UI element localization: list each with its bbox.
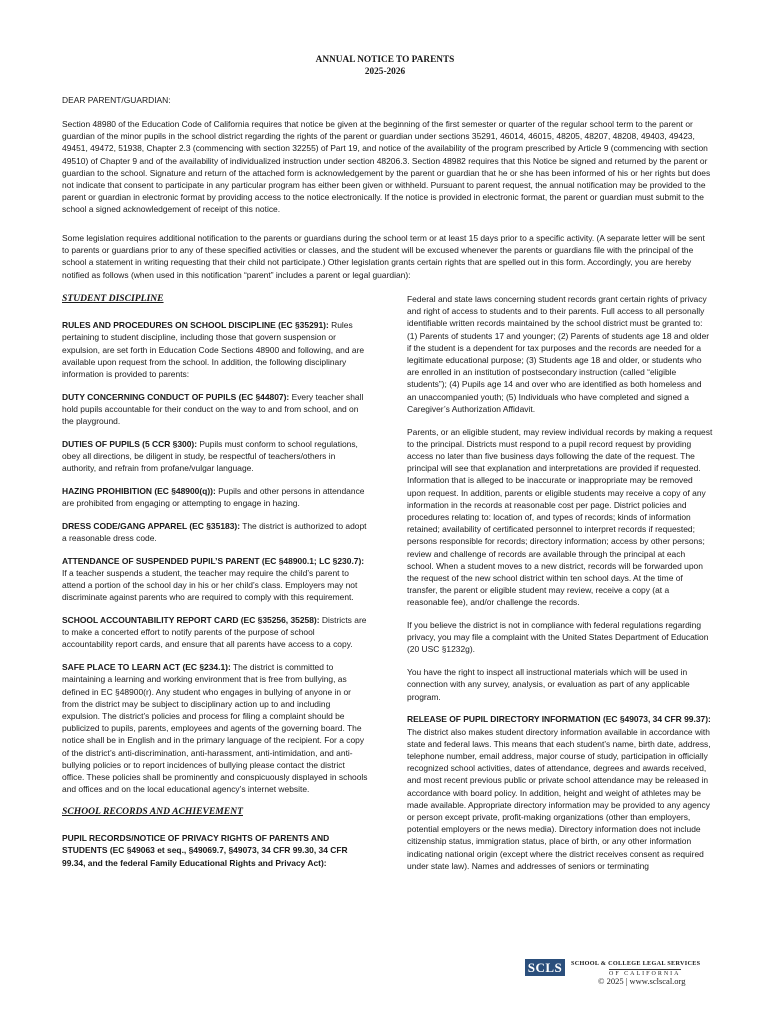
sarc-body: Districts are to make a concerted effort to notify parents of the purpose of school accountability report cards, and ensure that all parents have access to a copy. [62, 615, 367, 650]
duties-body: Pupils must conform to school regulations, obey all directions, be diligent in study, be respectful of teachers/others in authority, and refrain from profane/vulgar language. [62, 438, 358, 474]
intro-paragraph-1: Section 48980 of the Education Code of California requires that notice be given at the beginning of the first semester or quarter of the regular school term to the parent or guardian of the minor pupils in the school district regarding the rights of the parent or guardian under sections 35291, 46014, 46015, 48205, 48207, 48208, 49403, 49423, 49451, 49472, 51938, Chapter 2.3 (commencing with section 32255) of Part 19, and notice of the availability of the program prescribed by Article 9 (commencing with section 49510) of Chapter 9 and of the availability of individualized instruction under section 48206.3. Section 48982 requires that this Notice be signed and returned by the parent or guardian to the school. Signature and return of the attached form is acknowledgement by the parent or guardian that he or she has been informed of his or her rights but does not indicate that consent to participate in any particular program has either been given or withheld. Pursuant to parent request, the annual notification may be provided to the parent or guardian in electronic format by providing access to the notice electronically. If the notice is provided in electronic format, the parent or guardian must submit to the school a signed acknowledgement of receipt of this notice. [62, 119, 711, 215]
section-heading-school-records: SCHOOL RECORDS AND ACHIEVEMENT [62, 805, 243, 817]
safe-place-heading: SAFE PLACE TO LEARN ACT (EC §234.1): [62, 662, 231, 673]
directory-info-body: The district also makes student directory information available in accordance with state and federal laws. This means that each student’s name, birth date, address, telephone number, email address, major course of study, participation in officially recognized school activities, dates of attendance, degrees and awards received, and most recent previous public or private school attendance may be released in accordance with board policy. In addition, height and weight of athletes may be made available. Appropriate directory information may be provided to any agency or person except private, profit-making organizations (other than employers, potential employers or the news media). Directory information does not include citizenship status, immigration status, place of birth, or any other information indicating national origin (except where the district receives consent as required under state law). Names and addresses of seniors or terminating [407, 726, 711, 871]
hazing-heading: HAZING PROHIBITION (EC §48900(q)): [62, 485, 216, 496]
document-title: ANNUAL NOTICE TO PARENTS [315, 55, 455, 65]
rules-body: Rules pertaining to student discipline, including those that govern suspension or expulsion, are set forth in Education Code Sections 48900 and following, and are available upon request from the school. In addition, the following disciplinary information is provided to parents: [62, 320, 365, 380]
intro-paragraph-2: Some legislation requires additional notification to the parents or guardians during the school term or at least 15 days prior to a specific activity. (A separate letter will be sent to parents or guardians prior to any of these specified activities or classes, and the student will be excused whenever the parents or guardians file with the principal of the school a statement in writing requesting that their child not participate.) Other legislation grants certain rights that are spelled out in this form. Accordingly, you are hereby notified as follows (when used in this notification “parent” includes a parent or legal guardian): [62, 233, 705, 280]
attendance-body: If a teacher suspends a student, the teacher may require the child’s parent to attend a portion of the school day in his or her child’s class. Employers may not discriminate against parents who are required to comply with this requirement. [62, 567, 358, 603]
hazing-paragraph [62, 485, 368, 509]
duty-heading: DUTY CONCERNING CONDUCT OF PUPILS (EC §44807): [62, 391, 290, 402]
instructional-materials-paragraph: You have the right to inspect all instructional materials which will be used in connection with any survey, analysis, or evaluation as part of any applicable program. [407, 667, 690, 702]
footer-copyright: © 2025 | www.sclscal.org [598, 976, 686, 986]
dress-code-heading: DRESS CODE/GANG APPAREL (EC §35183): [62, 520, 241, 531]
right-column [407, 293, 713, 882]
rules-paragraph [62, 319, 368, 380]
sarc-heading: SCHOOL ACCOUNTABILITY REPORT CARD (EC §35256, 35258): [62, 615, 320, 626]
salutation: DEAR PARENT/GUARDIAN: [62, 95, 171, 105]
records-review-paragraph: Parents, or an eligible student, may review individual records by making a request to the principal. Districts must respond to a pupil record request by providing access no later than five business days following the date of the request. The principal will see that explanation and interpretations are provided if requested. Information that is alleged to be inaccurate or inappropriate may be removed upon request. In addition, parents or eligible students may receive a copy of any information in the records at reasonable cost per page. District policies and procedures relating to: location of, and types of records; kinds of information retained; availability of certificated personnel to interpret records if requested; persons responsible for records; directory information; access by other persons; review and challenge of records are available through the principal at each school. When a student moves to a new district, records will be forwarded upon the request of the new school district within ten school days. At the time of transfer, the parent or eligible student may review, receive a copy (at a reasonable fee), and/or challenge the records. [407, 426, 713, 608]
privacy-paragraph [62, 832, 368, 869]
attendance-paragraph [62, 555, 368, 604]
scls-logo-name: SCHOOL & COLLEGE LEGAL SERVICES [571, 960, 701, 967]
duty-paragraph [62, 391, 368, 428]
scls-logo-state: OF CALIFORNIA [609, 971, 681, 977]
safe-place-body: The district is committed to maintaining a learning and working environment that is free from bullying, as defined in EC §48900(r). Any student who engages in bullying of anyone in or from the district may be subject to disciplinary action up to and including expulsion. The district’s policies and process for filing a complaint should be publicized to pupils, parents, employees and agents of the governing board. The notice shall be in English and in the primary language of the recipient. For a copy of the district’s anti-discrimination, anti-harassment, anti-intimidation, and anti-bullying policies or to report incidences of bullying please contact the district office. These policies shall be prominently and conspicuously displayed in schools and offices and on the local educational agency’s internet website. [62, 662, 368, 795]
document-year: 2025-2026 [364, 67, 406, 77]
safe-place-paragraph [62, 661, 368, 795]
dress-code-paragraph [62, 520, 368, 544]
left-column [62, 293, 368, 879]
scls-logo-mark: SCLS [525, 959, 565, 976]
rules-heading: RULES AND PROCEDURES ON SCHOOL DISCIPLINE (EC §35291): [62, 320, 329, 331]
dress-code-body: The district is authorized to adopt a reasonable dress code. [62, 520, 367, 544]
section-heading-student-discipline: STUDENT DISCIPLINE [62, 293, 164, 304]
duties-heading: DUTIES OF PUPILS (5 CCR §300): [62, 438, 198, 449]
directory-info-heading: RELEASE OF PUPIL DIRECTORY INFORMATION (EC §49073, 34 CFR 99.37): [407, 714, 711, 725]
hazing-body: Pupils and other persons in attendance are prohibited from engaging or attempting to engage in hazing. [62, 485, 365, 509]
directory-info-paragraph [407, 713, 713, 872]
complaint-paragraph: If you believe the district is not in compliance with federal regulations regarding privacy, you may file a complaint with the United States Department of Education (20 USC §1232g). [407, 620, 709, 655]
privacy-heading: PUPIL RECORDS/NOTICE OF PRIVACY RIGHTS OF PARENTS AND STUDENTS (EC §49063 et seq., §49069.7, §49073, 34 CFR 99.30, 34 CFR 99.34, and the federal Family Educational Rights and Privacy Act): [62, 833, 348, 868]
attendance-heading: ATTENDANCE OF SUSPENDED PUPIL’S PARENT (EC §48900.1; LC §230.7): [62, 555, 365, 566]
duty-body: Every teacher shall hold pupils accountable for their conduct on the way to and from school, and on the playground. [62, 391, 364, 427]
sarc-paragraph [62, 614, 368, 651]
duties-paragraph [62, 438, 368, 475]
records-rights-paragraph: Federal and state laws concerning student records grant certain rights of privacy and right of access to students and to their parents. Full access to all personally identifiable written records maintained by the school district must be granted to: (1) Parents of students 17 and younger; (2) Parents of students age 18 and older if the student is a dependent for tax purposes and the records are needed for a legitimate educational purpose; (3) Students age 18 and older, or students who are enrolled in an institution of postsecondary instruction (called “eligible students”); (4) Pupils age 14 and over who are identified as both homeless and an unaccompanied youth; (5) Individuals who have completed and signed a Caregiver’s Authorization Affidavit. [407, 294, 710, 414]
